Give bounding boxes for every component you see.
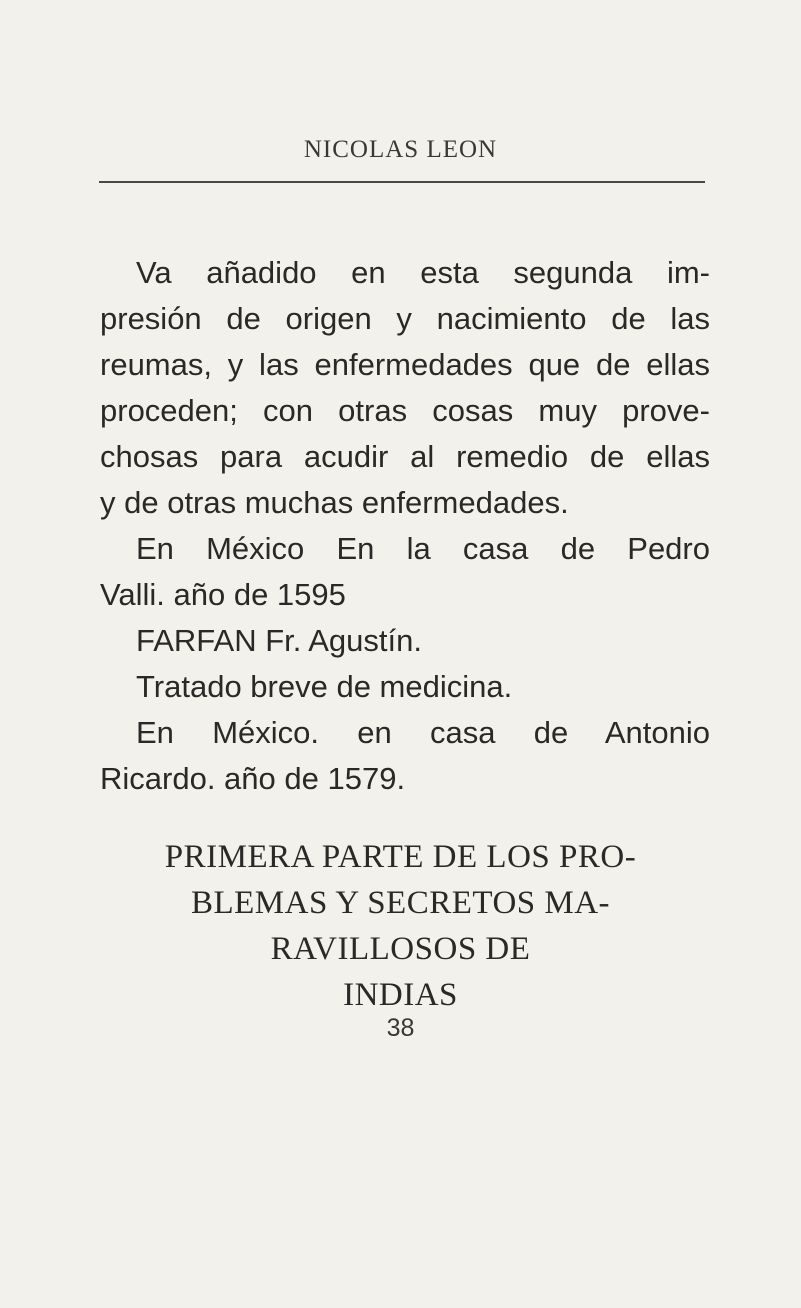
header-rule (99, 181, 705, 183)
entry2-year: Ricardo. año de 1579. (100, 761, 406, 796)
page-number: 38 (386, 1014, 415, 1042)
entry1-line-5: chosas para acudir al remedio de ellas (100, 439, 710, 474)
entry2-author: FARFAN Fr. Agustín. (136, 623, 422, 658)
entry2-title: Tratado breve de medicina. (136, 669, 513, 704)
entry1-line-2: presión de origen y nacimiento de las (100, 301, 710, 336)
title-line-3: RAVILLOSOS DE (270, 931, 531, 967)
entry1-line-8: Valli. año de 1595 (100, 577, 346, 612)
title-line-1: PRIMERA PARTE DE LOS PRO- (164, 839, 637, 875)
entry-continuation (100, 250, 710, 618)
entry1-line-1: Va añadido en esta segunda im- (136, 255, 710, 290)
entry2-imprint: En México. en casa de Antonio (136, 715, 710, 750)
running-head: NICOLAS LEON (303, 136, 498, 163)
entry1-line-6: y de otras muchas enfermedades. (100, 485, 569, 520)
title-line-2: BLEMAS Y SECRETOS MA- (190, 885, 611, 921)
title-line-4: INDIAS (343, 977, 458, 1013)
section-title (0, 834, 801, 1018)
entry1-line-4: proceden; con otras cosas muy prove- (100, 393, 710, 428)
entry1-line-3: reumas, y las enfermedades que de ellas (100, 347, 710, 382)
entry-farfan (100, 618, 710, 802)
entry1-line-7: En México En la casa de Pedro (136, 531, 710, 566)
